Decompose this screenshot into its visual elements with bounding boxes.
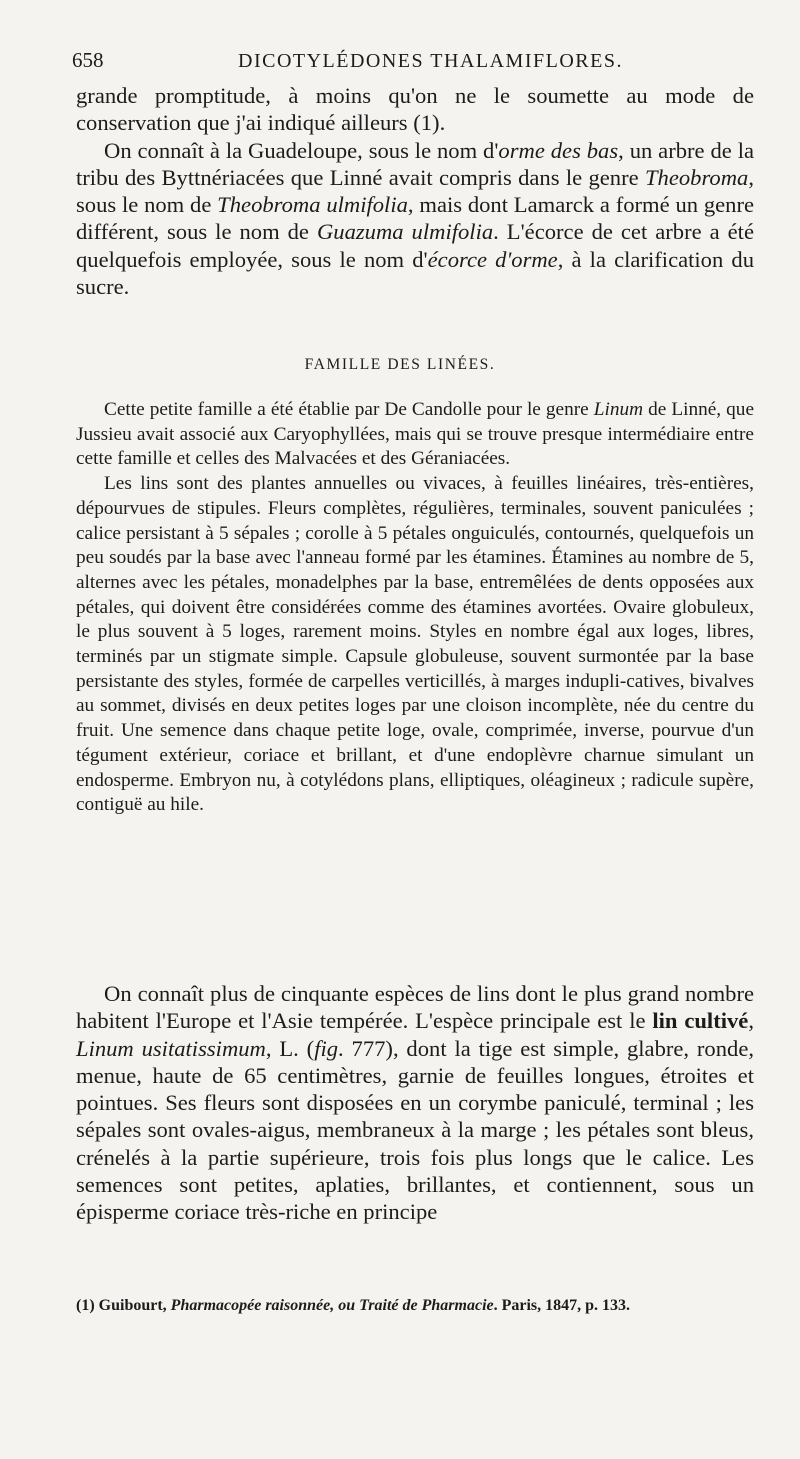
page-header [0, 42, 800, 82]
footnote: (1) Guibourt, Pharmacopée raisonnée, ou Traité de Pharmacie. Paris, 1847, p. 133. [76, 1297, 631, 1314]
lower-text-block [76, 980, 754, 1226]
paragraph-description: Les lins sont des plantes annuelles ou vivaces, à feuilles linéaires, très-entières, dépourvues de stipules. Fleurs complètes, régulières, terminales, souvent paniculées ; calice persistant à 5 sépales ; corolle à 5 pétales onguiculés, contournés, quelquefois un peu soudés par la base avec l'anneau formé par les étamines. Étamines au nombre de 5, alternes avec les pétales, monadelphes par la base, entremêlées de dents opposées aux pétales, qui doivent être considérées comme des étamines avortées. Ovaire globuleux, le plus souvent à 5 loges, rarement moins. Styles en nombre égal aux loges, libres, terminés par un stigmate simple. Capsule globuleuse, souvent surmontée par la base persistante des styles, formée de carpelles verticillés, à marges indupli-catives, bivalves au sommet, divisés en deux petites loges par une cloison incomplète, née du centre du fruit. Une semence dans chaque petite loge, ovale, comprimée, inverse, pourvue d'un tégument extérieur, coriace et brillant, et d'une endoplèvre charnue simulant un endosperme. Embryon nu, à cotylédons plans, elliptiques, oléagineux ; radicule supère, contiguë au hile. [76, 473, 754, 816]
paragraph-orme-des-bas: On connaît à la Guadeloupe, sous le nom d'orme des bas, un arbre de la tribu des Byttnériacées que Linné avait compris dans le genre Theobroma, sous le nom de Theobroma ulmifolia, mais dont Lamarck a formé un genre différent, sous le nom de Guazuma ulmifolia. L'écorce de cet arbre a été quelquefois employée, sous le nom d'écorce d'orme, à la clarification du sucre. [76, 137, 755, 300]
small-text-block [76, 398, 754, 818]
page-number: 658 [72, 48, 104, 72]
upper-text-block [76, 82, 754, 300]
paragraph-species: On connaît plus de cinquante espèces de lins dont le plus grand nombre habitent l'Europe et l'Asie tempérée. L'espèce principale est le lin cultivé, Linum usitatissimum, L. (fig. 777), dont la tige est simple, glabre, ronde, menue, haute de 65 centimètres, garnie de feuilles longues, étroites et pointues. Ses fleurs sont disposées en un corymbe paniculé, terminal ; les sépales sont ovales-aigus, membraneux à la marge ; les pétales sont bleus, crénelés à la partie supérieure, trois fois plus longs que le calice. Les semences sont petites, aplaties, brillantes, et contiennent, sous un épisperme coriace très-riche en principe [76, 981, 754, 1225]
paragraph-family-intro: Cette petite famille a été établie par De Candolle pour le genre Linum de Linné, que Jussieu avait associé aux Caryophyllées, mais qui se trouve presque intermédiaire entre cette famille et celles des Malvacées et des Géraniacées. [76, 399, 755, 470]
running-title: DICOTYLÉDONES THALAMIFLORES. [238, 50, 623, 72]
section-heading: FAMILLE DES LINÉES. [304, 356, 496, 373]
paragraph-continuation: grande promptitude, à moins qu'on ne le soumette au mode de conservation que j'ai indiqué ailleurs (1). [76, 83, 754, 136]
